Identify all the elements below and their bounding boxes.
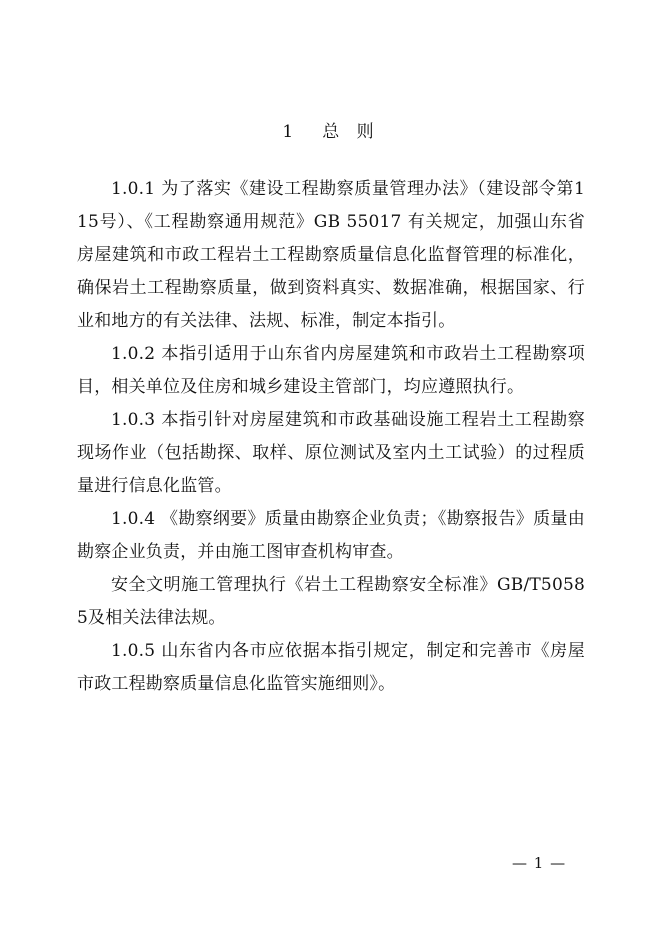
body-text bbox=[77, 173, 585, 701]
safety-paragraph: 安全文明施工管理执行《岩土工程勘察安全标准》GB/T50585及相关法律法规。 bbox=[77, 575, 585, 628]
page-number: — 1 — bbox=[512, 854, 567, 872]
clause-1-0-2: 1.0.2 本指引适用于山东省内房屋建筑和市政岩土工程勘察项目，相关单位及住房和城乡建设主管部门，均应遵照执行。 bbox=[77, 344, 585, 397]
clause-1-0-4: 1.0.4 《勘察纲要》质量由勘察企业负责；《勘察报告》质量由勘察企业负责，并由施工图审查机构审查。 bbox=[77, 509, 585, 562]
clause-1-0-1: 1.0.1 为了落实《建设工程勘察质量管理办法》（建设部令第115号）、《工程勘察通用规范》GB 55017 有关规定，加强山东省房屋建筑和市政工程岩土工程勘察质量信息化监督管理的标准化，确保岩土工程勘察质量，做到资料真实、数据准确，根据国家、行业和地方的有关法律、法规、标准，制定本指引。 bbox=[77, 179, 585, 331]
clause-1-0-3: 1.0.3 本指引针对房屋建筑和市政基础设施工程岩土工程勘察现场作业（包括勘探、取样、原位测试及室内土工试验）的过程质量进行信息化监管。 bbox=[77, 410, 585, 496]
clause-1-0-5: 1.0.5 山东省内各市应依据本指引规定，制定和完善市《房屋市政工程勘察质量信息化监管实施细则》。 bbox=[77, 641, 585, 694]
chapter-title: 1 总 则 bbox=[282, 122, 380, 142]
